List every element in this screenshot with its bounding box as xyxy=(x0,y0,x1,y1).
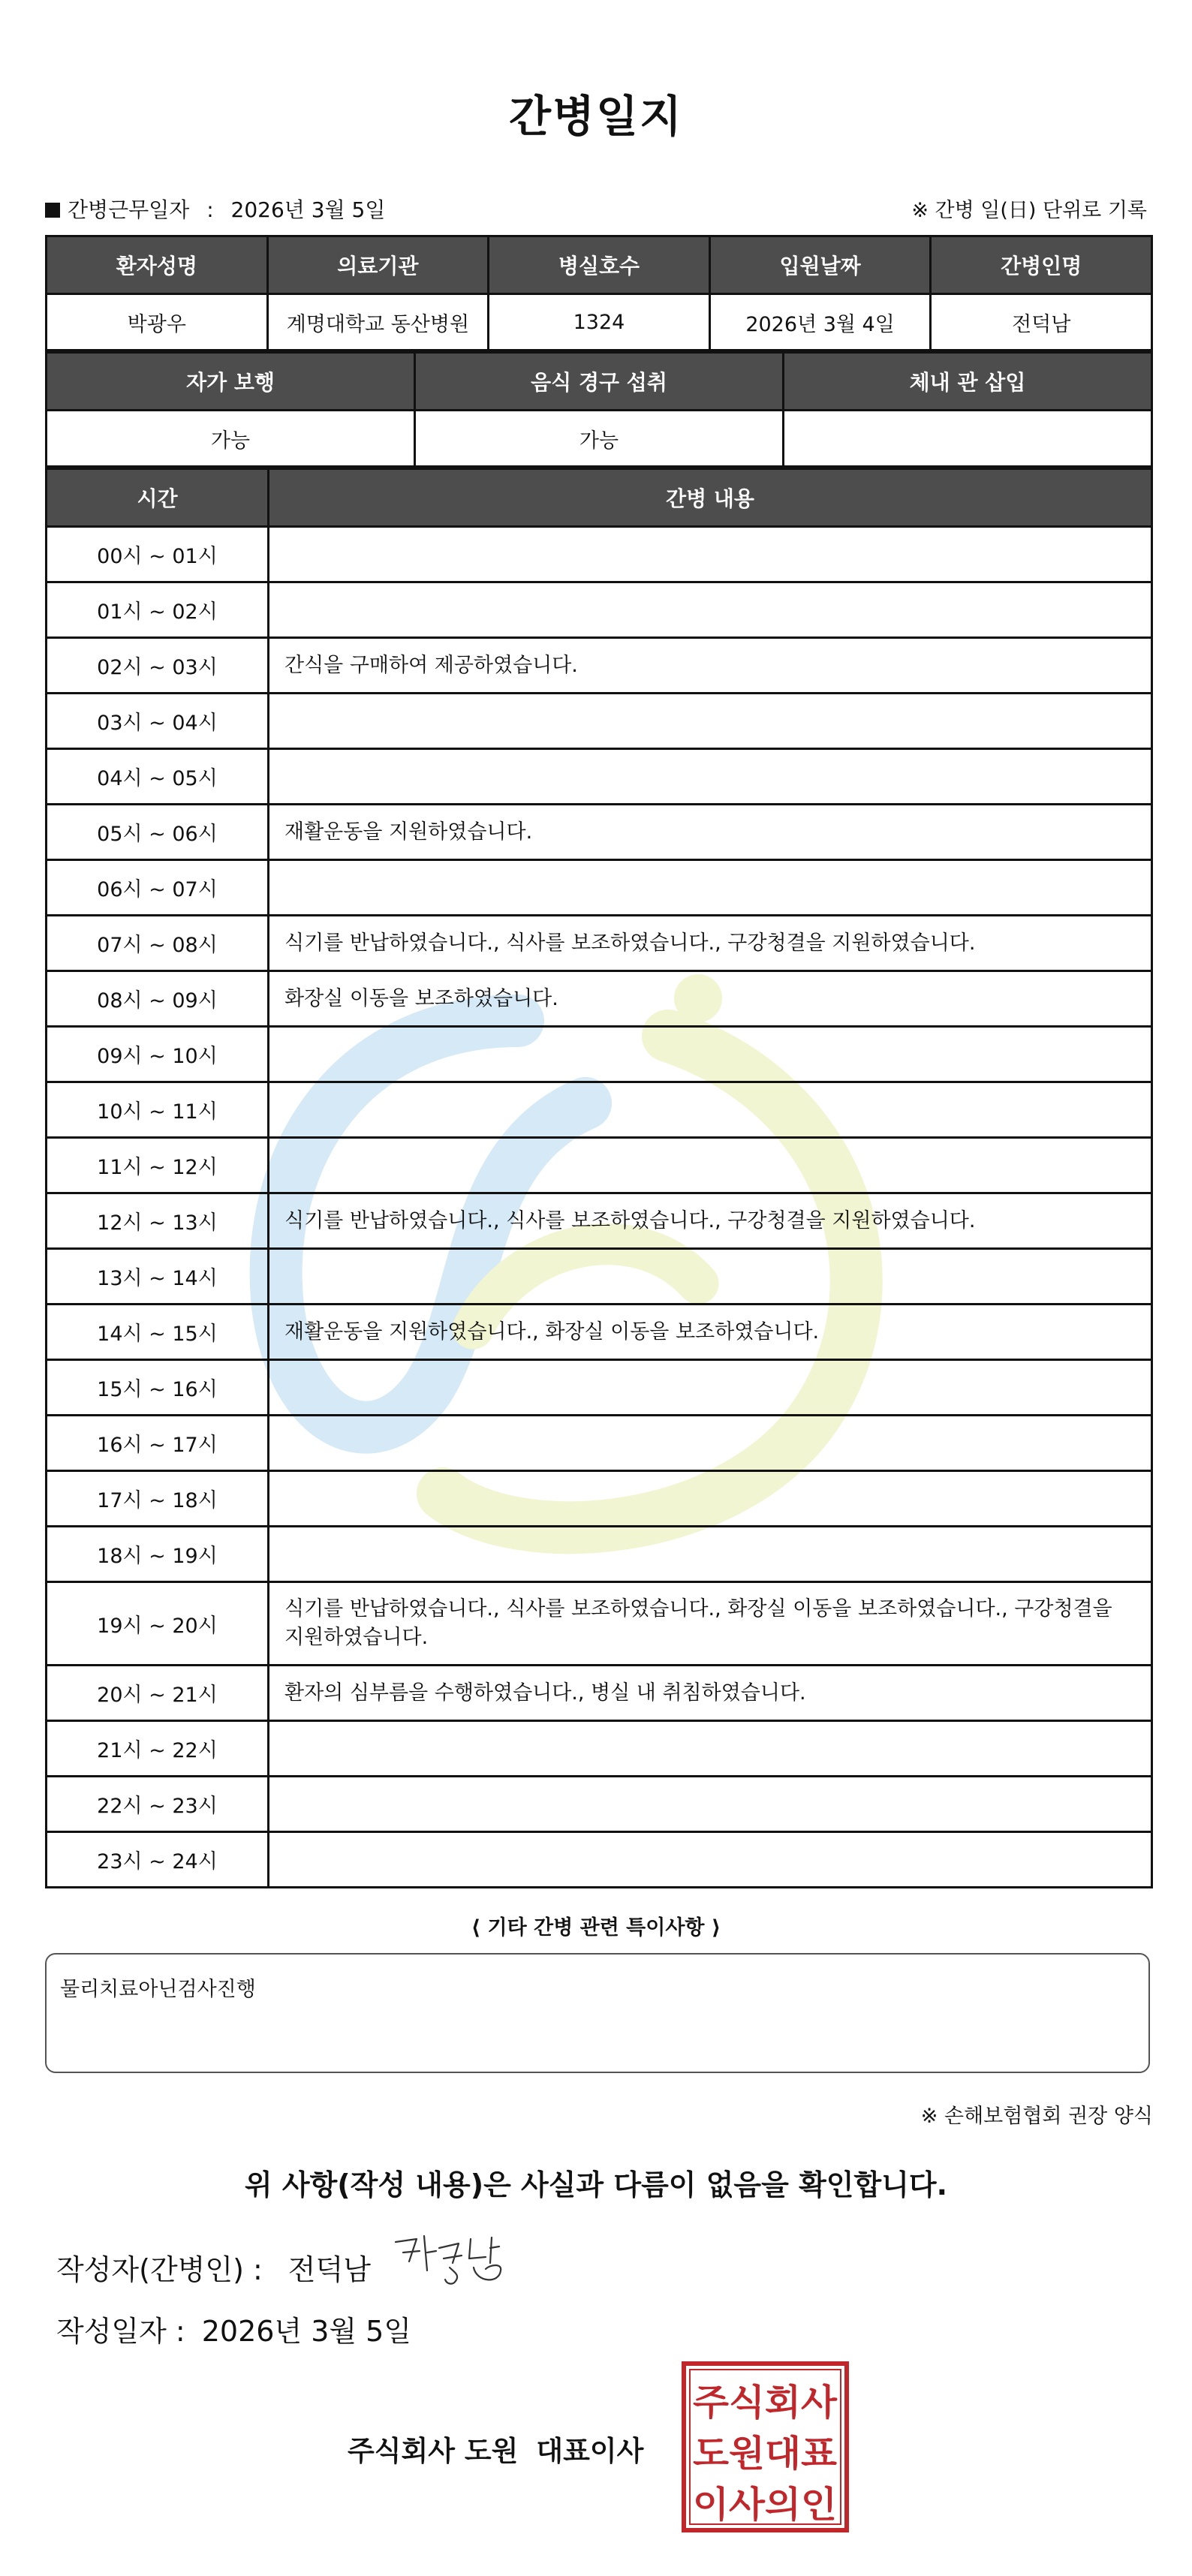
time-cell: 01시 ~ 02시 xyxy=(47,582,269,638)
written-date-label: 작성일자 : xyxy=(56,2315,185,2348)
table-row xyxy=(47,1471,1152,1527)
content-cell xyxy=(269,1249,1152,1305)
header-tube-insertion: 체내 관 삽입 xyxy=(784,353,1152,411)
content-cell xyxy=(269,1360,1152,1416)
content-cell xyxy=(269,1416,1152,1471)
time-cell: 10시 ~ 11시 xyxy=(47,1082,269,1138)
header-caregiver-name: 간병인명 xyxy=(931,236,1152,294)
time-cell: 19시 ~ 20시 xyxy=(47,1582,269,1666)
time-cell: 16시 ~ 17시 xyxy=(47,1416,269,1471)
handwritten-signature xyxy=(387,2225,514,2293)
table-row xyxy=(47,1582,1152,1666)
time-cell: 23시 ~ 24시 xyxy=(47,1832,269,1888)
representative-title: 대표이사 xyxy=(536,2435,644,2467)
unit-note: ※ 간병 일(日) 단위로 기록 xyxy=(911,199,1147,222)
content-cell: 재활운동을 지원하였습니다. xyxy=(269,805,1152,860)
written-date-value: 2026년 3월 5일 xyxy=(201,2315,412,2348)
time-cell: 09시 ~ 10시 xyxy=(47,1027,269,1082)
hospital-name: 계명대학교 동산병원 xyxy=(267,294,489,351)
room-number: 1324 xyxy=(489,294,710,351)
content-cell xyxy=(269,860,1152,916)
time-cell: 05시 ~ 06시 xyxy=(47,805,269,860)
svg-text:도원대표: 도원대표 xyxy=(693,2433,838,2475)
table-row xyxy=(47,971,1152,1027)
company-name: 주식회사 도원 xyxy=(348,2435,519,2467)
time-cell: 21시 ~ 22시 xyxy=(47,1721,269,1777)
table-row xyxy=(47,1027,1152,1082)
patient-name: 박광우 xyxy=(47,294,268,351)
time-cell: 11시 ~ 12시 xyxy=(47,1138,269,1193)
table-row xyxy=(47,749,1152,805)
time-cell: 14시 ~ 15시 xyxy=(47,1305,269,1360)
admission-date: 2026년 3월 4일 xyxy=(709,294,931,351)
table-row xyxy=(47,916,1152,971)
patient-info-table xyxy=(45,235,1153,351)
table-row xyxy=(47,1416,1152,1471)
content-cell: 식기를 반납하였습니다., 식사를 보조하였습니다., 구강청결을 지원하였습니다. xyxy=(269,916,1152,971)
content-cell xyxy=(269,582,1152,638)
content-cell xyxy=(269,1138,1152,1193)
company-seal xyxy=(681,2361,850,2533)
writer-name: 전덕남 xyxy=(287,2253,371,2286)
table-row xyxy=(47,1082,1152,1138)
special-notes-title: ⟨ 기타 간병 관련 특이사항 ⟩ xyxy=(471,1916,721,1940)
table-row xyxy=(47,1527,1152,1582)
status-header-row xyxy=(47,353,1152,411)
content-cell xyxy=(269,1721,1152,1777)
writer-row xyxy=(56,2246,371,2288)
work-date-value: 2026년 3월 5일 xyxy=(230,197,386,222)
time-cell: 13시 ~ 14시 xyxy=(47,1249,269,1305)
table-row xyxy=(47,1777,1152,1832)
content-cell: 식기를 반납하였습니다., 식사를 보조하였습니다., 구강청결을 지원하였습니다. xyxy=(269,1193,1152,1249)
svg-text:이사의인: 이사의인 xyxy=(693,2484,837,2526)
header-patient-name: 환자성명 xyxy=(47,236,268,294)
table-row xyxy=(47,1832,1152,1888)
table-row xyxy=(47,1138,1152,1193)
work-date-separator: : xyxy=(206,197,214,222)
time-cell: 03시 ~ 04시 xyxy=(47,694,269,749)
time-cell: 15시 ~ 16시 xyxy=(47,1360,269,1416)
patient-info-header-row xyxy=(47,236,1152,294)
self-walking-value: 가능 xyxy=(47,411,415,467)
company-signature-line xyxy=(348,2428,643,2469)
content-cell xyxy=(269,1527,1152,1582)
header-care-content: 간병 내용 xyxy=(269,469,1152,527)
content-cell xyxy=(269,1082,1152,1138)
table-row xyxy=(47,1666,1152,1721)
table-row xyxy=(47,1360,1152,1416)
time-cell: 08시 ~ 09시 xyxy=(47,971,269,1027)
document-title: 간병일지 xyxy=(508,91,684,142)
table-row xyxy=(47,1305,1152,1360)
patient-status-table xyxy=(45,351,1153,468)
work-date-label: 간병근무일자 xyxy=(68,197,190,222)
time-cell: 00시 ~ 01시 xyxy=(47,527,269,582)
time-cell: 22시 ~ 23시 xyxy=(47,1777,269,1832)
time-cell: 02시 ~ 03시 xyxy=(47,638,269,694)
care-log-table xyxy=(45,468,1153,1888)
special-notes-content: 물리치료아닌검사진행 xyxy=(60,1978,256,2001)
content-cell: 환자의 심부름을 수행하였습니다., 병실 내 취침하였습니다. xyxy=(269,1666,1152,1721)
content-cell: 재활운동을 지원하였습니다., 화장실 이동을 보조하였습니다. xyxy=(269,1305,1152,1360)
table-row xyxy=(47,527,1152,582)
work-date xyxy=(45,194,385,224)
content-cell xyxy=(269,1777,1152,1832)
writer-label: 작성자(간병인) : xyxy=(56,2253,263,2286)
table-row xyxy=(47,582,1152,638)
content-cell xyxy=(269,527,1152,582)
content-cell xyxy=(269,749,1152,805)
header-admission-date: 입원날짜 xyxy=(709,236,931,294)
header-self-walking: 자가 보행 xyxy=(47,353,415,411)
time-cell: 04시 ~ 05시 xyxy=(47,749,269,805)
oral-intake-value: 가능 xyxy=(415,411,784,467)
time-cell: 20시 ~ 21시 xyxy=(47,1666,269,1721)
table-row xyxy=(47,1193,1152,1249)
table-row xyxy=(47,1721,1152,1777)
time-cell: 07시 ~ 08시 xyxy=(47,916,269,971)
written-date-row xyxy=(56,2308,411,2349)
table-row xyxy=(47,1249,1152,1305)
time-cell: 12시 ~ 13시 xyxy=(47,1193,269,1249)
content-cell: 화장실 이동을 보조하였습니다. xyxy=(269,971,1152,1027)
table-row xyxy=(47,694,1152,749)
time-cell: 06시 ~ 07시 xyxy=(47,860,269,916)
time-cell: 18시 ~ 19시 xyxy=(47,1527,269,1582)
header-hospital: 의료기관 xyxy=(267,236,489,294)
svg-text:주식회사: 주식회사 xyxy=(693,2382,838,2424)
tube-insertion-value xyxy=(784,411,1152,467)
content-cell: 식기를 반납하였습니다., 식사를 보조하였습니다., 화장실 이동을 보조하였습니다., 구강청결을 지원하였습니다. xyxy=(269,1582,1152,1666)
content-cell: 간식을 구매하여 제공하였습니다. xyxy=(269,638,1152,694)
content-cell xyxy=(269,1027,1152,1082)
header-room-number: 병실호수 xyxy=(489,236,710,294)
table-row xyxy=(47,860,1152,916)
confirm-statement: 위 사항(작성 내용)은 사실과 다름이 없음을 확인합니다. xyxy=(244,2168,948,2201)
table-row xyxy=(47,805,1152,860)
special-notes-box xyxy=(45,1953,1150,2073)
content-cell xyxy=(269,1471,1152,1527)
status-value-row xyxy=(47,411,1152,467)
caregiver-name: 전덕남 xyxy=(931,294,1152,351)
header-time: 시간 xyxy=(47,469,269,527)
square-bullet-icon xyxy=(45,203,60,218)
table-row xyxy=(47,638,1152,694)
recommend-note: ※ 손해보험협회 권장 양식 xyxy=(920,2105,1153,2128)
care-log-header-row xyxy=(47,469,1152,527)
content-cell xyxy=(269,1832,1152,1888)
patient-info-value-row xyxy=(47,294,1152,351)
content-cell xyxy=(269,694,1152,749)
header-oral-intake: 음식 경구 섭취 xyxy=(415,353,784,411)
time-cell: 17시 ~ 18시 xyxy=(47,1471,269,1527)
